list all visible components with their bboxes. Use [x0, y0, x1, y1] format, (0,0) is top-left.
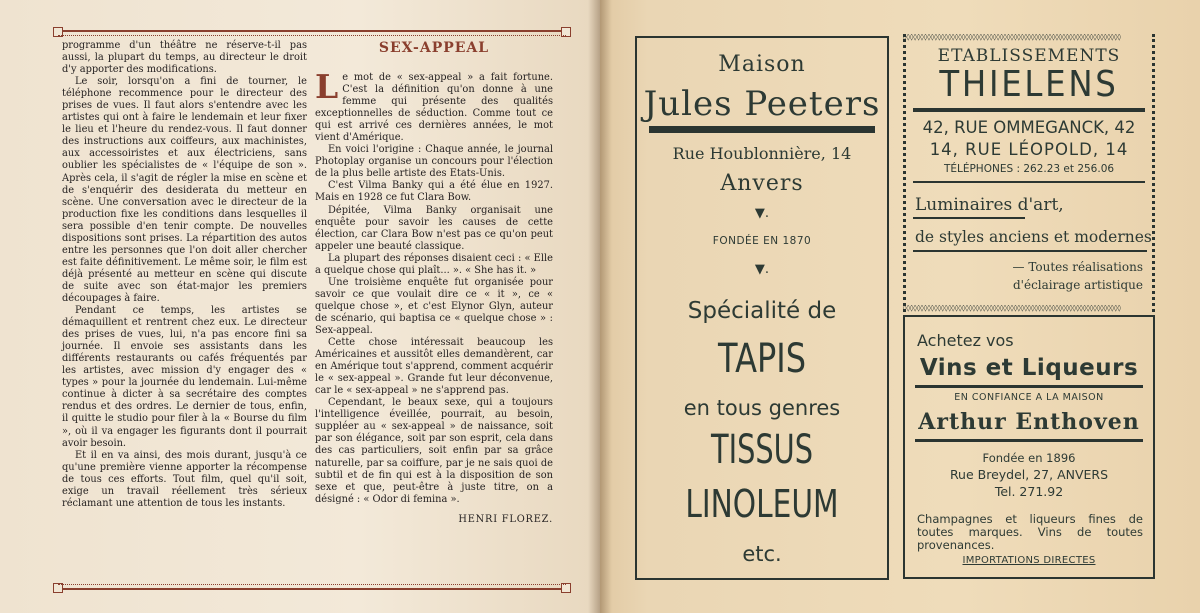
- divider-rule: [915, 439, 1143, 442]
- ad-thielens-luminaires: Luminaires d'art,: [915, 195, 1064, 215]
- paragraph: Dépitée, Vilma Banky organisait une enquête pour savoir les causes de cette élection, car Clara Bow n'est pas ce qu'on peut appeler une beauté classique.: [315, 204, 553, 252]
- ad-thielens-etablissements: ETABLISSEMENTS: [937, 46, 1121, 66]
- ad-enthoven-importations: IMPORTATIONS DIRECTES: [962, 555, 1096, 566]
- ad-enthoven-name: Arthur Enthoven: [918, 409, 1140, 435]
- drop-cap: L: [315, 67, 339, 106]
- ad-peeters-city: Anvers: [720, 171, 804, 196]
- article-title: SEX-APPEAL: [378, 40, 490, 56]
- ad-peeters-linoleum: LINOLEUM: [685, 482, 839, 526]
- ad-enthoven-street: Rue Breydel, 27, ANVERS: [949, 467, 1109, 482]
- ad-peeters-etc: etc.: [742, 542, 782, 566]
- ad-thielens-realisations: — Toutes réalisations: [1012, 260, 1143, 274]
- ad-thielens-telephones: TÉLÉPHONES : 262.23 et 256.06: [943, 163, 1115, 175]
- ad-enthoven-founded: Fondée en 1896: [982, 451, 1076, 465]
- ad-peeters-tissus: TISSUS: [710, 427, 814, 473]
- triangle-ornament: ▼.: [754, 262, 770, 277]
- ad-peeters-genres: en tous genres: [683, 396, 841, 420]
- paragraph: Le soir, lorsqu'on a fini de tourner, le téléphone recommence pour le directeur des prises de vues. Il faut alors s'entendre avec les artistes qui ont à faire le lendemain et leur fixer le lieu et l'heure du rendez-vous. Il faut donner des instructions aux coiffeurs, aux machinistes, aux accessoiristes et aux électriciens, sans oublier les spécialistes de « l'équipe de son ». Après cela, il s'agit de régler la mise en scène et de s'enquérir des desiderata du metteur en scène. Une conversation avec le directeur de la production fixe les conditions dans lesquelles il sera possible d'en tenir compte. De nouvelles dispositions sont prises. La répartition des autos entre les personnes que l'on doit aller chercher est faite définitivement. Le même soir, le film est déjà présenté au metteur en scène qui discute de suite avec son état-major les premiers découpages à faire.: [62, 76, 307, 304]
- ad-thielens-address-1: 42, RUE OMMEGANCK, 42: [922, 118, 1136, 137]
- ad-peeters-name: Jules Peeters: [643, 84, 881, 124]
- paragraph: Cependant, le beaux sexe, qui a toujours l'intelligence éveillée, pourrait, au besoin, suppléer au « sex-appeal » de naissance, soit par son élégance, soit par son esprit, cela dans des cas particuliers, soit enfin par sa grâce naturelle, par sa coiffure, par je ne sais quoi de subtil et de fin qui est à la disposition de son sexe et que, peut-être à juste titre, on a désigné : « Odor di femina ».: [315, 397, 553, 505]
- ad-enthoven-tel: Tel. 271.92: [994, 484, 1064, 499]
- paragraph: Pendant ce temps, les artistes se démaquillent et rentrent chez eux. Le directeur des prises de vues, lui, n'a pas encore fini sa journée. Il envoie ses assistants dans les différents restaurants ou cafés fréquentés par les artistes, avec mission d'y engager des « types » pour la journée du lendemain. Lui-même continue à dicter à sa secrétaire des comptes rendus et des ordres. Le dernier de tous, enfin, il quitte le studio pour filer à la « Bourse du film », où il va engager les figurants dont il pourrait avoir besoin.: [62, 305, 307, 449]
- border-dots: [58, 35, 566, 39]
- paragraph-text: e mot de « sex-appeal » a fait fortune. C'est la définition qu'on donne à une femme qui présente des qualités exceptionnelles de séduction. Comme tout ce qui est arrivé ces dernières années, le mot vient d'Amérique.: [315, 72, 553, 144]
- triangle-ornament: ▼.: [754, 206, 770, 221]
- divider-rule: [649, 126, 875, 133]
- ad-thielens-styles: de styles anciens et modernes: [915, 228, 1152, 246]
- paragraph: La plupart des réponses disaient ceci : « Elle a quelque chose qui plaît... ». « She has it. »: [315, 252, 553, 276]
- paragraph: Une troisième enquête fut organisée pour savoir ce que voulait dire ce « it », ce « quelque chose », et c'est Elynor Glyn, auteur de scénario, qui baptisa ce « quelque chose » : Sex-appeal.: [315, 276, 553, 336]
- text-column-right: [315, 42, 553, 526]
- divider-rule: [913, 181, 1145, 183]
- ad-peeters-tapis: TAPIS: [718, 336, 806, 382]
- ad-thielens-eclairage: d'éclairage artistique: [1012, 278, 1143, 292]
- underline: [913, 217, 1025, 219]
- book-gutter: [588, 0, 612, 613]
- ad-peeters-specialty: Spécialité de: [687, 298, 837, 324]
- paragraph: [315, 67, 553, 144]
- ad-thielens: [903, 34, 1155, 312]
- ad-peeters-maison: Maison: [718, 52, 806, 77]
- text-column-left: [62, 40, 307, 510]
- zigzag-border-bottom: ◊◊◊◊◊◊◊◊◊◊◊◊◊◊◊◊◊◊◊◊◊◊◊◊◊◊◊◊◊◊◊◊◊◊◊◊◊◊◊◊◊◊◊◊◊◊◊◊◊◊◊◊◊◊◊◊◊◊◊◊◊◊◊: [903, 305, 1121, 312]
- article-author: HENRI FLOREZ.: [458, 513, 553, 525]
- ad-jules-peeters: [635, 36, 889, 580]
- ad-enthoven-achetez: Achetez vos: [917, 331, 1014, 350]
- underline: [913, 250, 1147, 252]
- paragraph: En voici l'origine : Chaque année, le journal Photoplay organise un concours pour l'élection de la plus belle artiste des Etats-Unis.: [315, 144, 553, 180]
- ad-enthoven-vins: Vins et Liqueurs: [919, 355, 1139, 381]
- divider-rule: [915, 385, 1143, 388]
- ad-enthoven-champagnes: Champagnes et liqueurs fines de toutes marques. Vins de toutes provenances.: [917, 512, 1143, 552]
- ad-enthoven-confiance: EN CONFIANCE A LA MAISON: [954, 392, 1104, 403]
- ad-peeters-founded: FONDÉE EN 1870: [712, 235, 812, 247]
- ad-arthur-enthoven: [903, 315, 1155, 579]
- paragraph: C'est Vilma Banky qui a été élue en 1927. Mais en 1928 ce fut Clara Bow.: [315, 180, 553, 204]
- zigzag-border-top: ◊◊◊◊◊◊◊◊◊◊◊◊◊◊◊◊◊◊◊◊◊◊◊◊◊◊◊◊◊◊◊◊◊◊◊◊◊◊◊◊◊◊◊◊◊◊◊◊◊◊◊◊◊◊◊◊◊◊◊◊◊◊◊: [903, 34, 1121, 41]
- divider-rule: [913, 108, 1145, 112]
- ad-thielens-name: THIELENS: [939, 64, 1119, 105]
- paragraph: programme d'un théâtre ne réserve-t-il pas aussi, la plupart du temps, au directeur le droit d'y apporter des modifications.: [62, 40, 307, 76]
- paragraph: Cette chose intéressait beaucoup les Américaines et aussitôt elles demandèrent, car en Amérique tout s'apprend, comment acquérir le « sex-appeal ». Grande fut leur déconvenue, car le « sex-appeal » ne s'apprend pas.: [315, 337, 553, 397]
- border-dots: [58, 584, 566, 588]
- ad-thielens-address-2: 14, RUE LÉOPOLD, 14: [929, 140, 1129, 159]
- ad-peeters-street: Rue Houblonnière, 14: [672, 144, 852, 163]
- paragraph: Et il en va ainsi, des mois durant, jusqu'à ce qu'une première vienne apporter la récompense de tous ces efforts. Tout film, quel qu'il soit, exige un travail réellement très sérieux réclamant une attention de tous les instants.: [62, 449, 307, 509]
